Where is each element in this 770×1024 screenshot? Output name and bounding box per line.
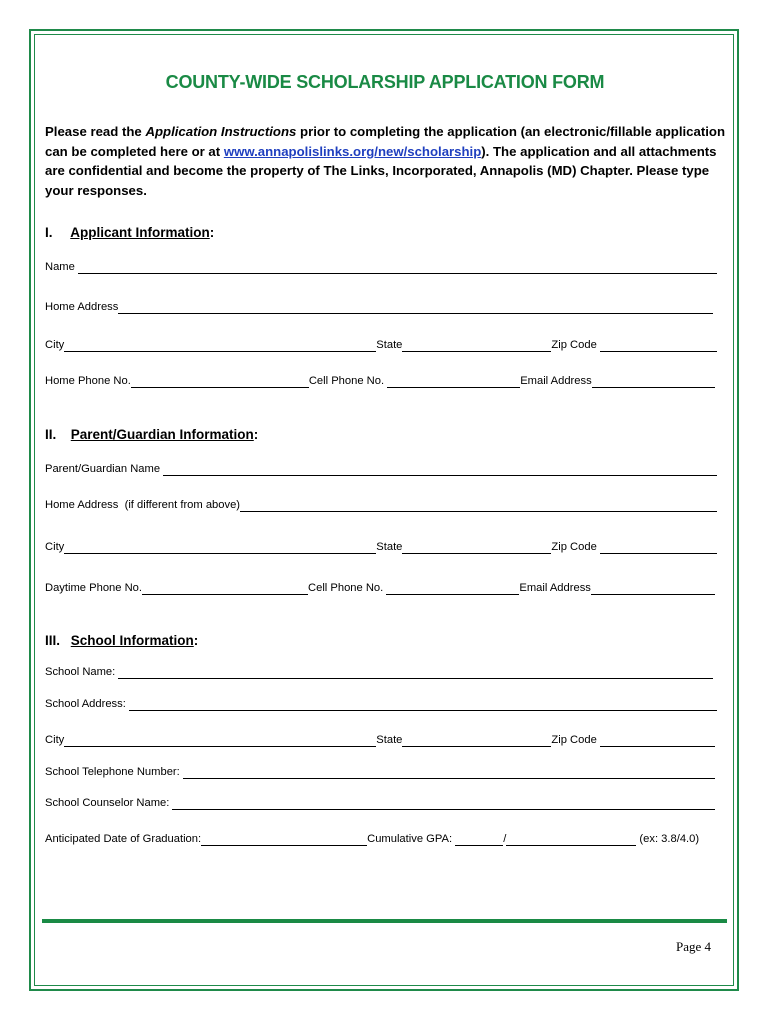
- home-address-label: Home Address: [45, 301, 119, 313]
- parent-email-field[interactable]: [591, 583, 715, 595]
- scholarship-link[interactable]: www.annapolislinks.org/new/scholarship: [223, 143, 482, 159]
- applicant-state-field[interactable]: [402, 340, 551, 352]
- parent-name-field[interactable]: [163, 464, 717, 476]
- section-number: II.: [45, 427, 57, 442]
- applicant-city-row: [45, 336, 717, 352]
- home-phone-label: Home Phone No.: [45, 375, 131, 387]
- parent-address-row: [45, 496, 717, 512]
- section-number: I.: [45, 225, 53, 240]
- school-address-row: [45, 695, 717, 711]
- parent-state-field[interactable]: [402, 542, 551, 554]
- school-telephone-row: [45, 763, 717, 779]
- intro-text-2: prior to completing the application (an electronic/fillable application can be completed here or at: [45, 124, 726, 159]
- email-label: Email Address: [520, 375, 592, 387]
- parent-city-row: [45, 538, 717, 554]
- applicant-zip-field[interactable]: [600, 340, 717, 352]
- school-city-row: [45, 731, 717, 747]
- school-name-row: [45, 663, 717, 679]
- zip-label: Zip Code: [551, 541, 600, 553]
- parent-name-row: [45, 460, 717, 476]
- school-zip-field[interactable]: [600, 735, 715, 747]
- home-address-label: Home Address (if different from above): [45, 499, 241, 511]
- section-school-heading: III. School Information:: [45, 633, 199, 648]
- state-label: State: [376, 734, 403, 746]
- email-label: Email Address: [519, 582, 591, 594]
- graduation-date-field[interactable]: [201, 834, 367, 846]
- gpa-denominator-field[interactable]: [506, 834, 636, 846]
- school-name-label: School Name:: [45, 666, 119, 678]
- footer-divider: [42, 919, 727, 923]
- applicant-address-field[interactable]: [118, 302, 713, 314]
- school-city-field[interactable]: [64, 735, 376, 747]
- form-title: COUNTY-WIDE SCHOLARSHIP APPLICATION FORM: [165, 72, 605, 92]
- gpa-numerator-field[interactable]: [455, 834, 503, 846]
- applicant-address-row: [45, 298, 717, 314]
- zip-label: Zip Code: [551, 734, 600, 746]
- school-graduation-row: [45, 830, 717, 846]
- gpa-example: (ex: 3.8/4.0): [636, 833, 700, 845]
- name-label: Name: [45, 261, 78, 273]
- page-number: Page 4: [676, 939, 712, 954]
- school-telephone-field[interactable]: [183, 767, 715, 779]
- intro-text-3: ). The application and all attachments are confidential and become the property of The Links, Incorporated, Annapolis (MD) Chapter. Please type your responses.: [45, 143, 717, 198]
- daytime-phone-label: Daytime Phone No.: [45, 582, 143, 594]
- applicant-phone-row: [45, 372, 717, 388]
- section-title: School Information: [70, 633, 194, 648]
- cell-phone-label: Cell Phone No.: [308, 375, 388, 387]
- school-state-field[interactable]: [402, 735, 551, 747]
- section-title: Parent/Guardian Information: [70, 427, 254, 442]
- school-counselor-field[interactable]: [172, 798, 715, 810]
- city-label: City: [45, 734, 65, 746]
- section-parent-heading: II. Parent/Guardian Information:: [45, 427, 259, 442]
- state-label: State: [376, 541, 403, 553]
- parent-daytime-phone-field[interactable]: [142, 583, 308, 595]
- applicant-city-field[interactable]: [64, 340, 376, 352]
- intro-instructions-italic: Application Instructions: [145, 124, 297, 139]
- cell-phone-label: Cell Phone No.: [308, 582, 387, 594]
- parent-name-label: Parent/Guardian Name: [45, 463, 164, 475]
- parent-cell-phone-field[interactable]: [386, 583, 519, 595]
- school-address-field[interactable]: [129, 699, 717, 711]
- applicant-name-row: [45, 258, 717, 274]
- parent-address-field[interactable]: [240, 500, 717, 512]
- applicant-home-phone-field[interactable]: [131, 376, 309, 388]
- parent-city-field[interactable]: [64, 542, 376, 554]
- city-label: City: [45, 339, 65, 351]
- school-counselor-row: [45, 794, 717, 810]
- section-number: III.: [45, 633, 61, 648]
- school-counselor-label: School Counselor Name:: [45, 797, 173, 809]
- gpa-label: Cumulative GPA:: [367, 833, 456, 845]
- section-title: Applicant Information: [70, 225, 210, 240]
- state-label: State: [376, 339, 403, 351]
- section-applicant-heading: I. Applicant Information:: [45, 225, 215, 240]
- school-telephone-label: School Telephone Number:: [45, 766, 183, 778]
- applicant-cell-phone-field[interactable]: [387, 376, 520, 388]
- intro-text-1: Please read the: [45, 124, 146, 139]
- graduation-date-label: Anticipated Date of Graduation:: [45, 833, 202, 845]
- applicant-name-field[interactable]: [78, 262, 717, 274]
- gpa-slash: /: [503, 833, 507, 845]
- intro-paragraph: [45, 122, 735, 200]
- parent-zip-field[interactable]: [600, 542, 717, 554]
- school-address-label: School Address:: [45, 698, 129, 710]
- zip-label: Zip Code: [551, 339, 600, 351]
- city-label: City: [45, 541, 65, 553]
- school-name-field[interactable]: [118, 667, 713, 679]
- parent-phone-row: [45, 579, 717, 595]
- applicant-email-field[interactable]: [592, 376, 715, 388]
